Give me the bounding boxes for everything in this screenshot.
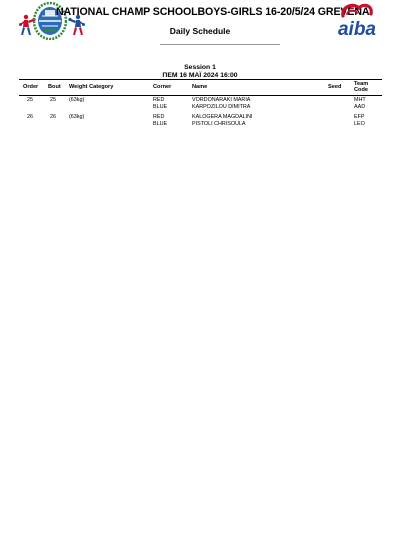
weight-cell: (63kg) (69, 97, 85, 103)
weight-cell: (63kg) (69, 114, 85, 120)
blue-corner-cell: BLUE (153, 104, 168, 110)
red-corner-cell: RED (153, 114, 165, 120)
header (0, 0, 400, 46)
col-seed: Seed (328, 84, 342, 90)
col-order: Order (23, 84, 39, 90)
blue-corner-cell: BLUE (153, 121, 168, 127)
col-name: Name (192, 84, 208, 90)
blue-team-code: LEO (354, 121, 365, 127)
red-boxer-name: KALOGERA MAGDALINI (192, 114, 253, 120)
table-header (19, 79, 382, 96)
session-heading (0, 64, 400, 80)
col-corner: Corner (153, 84, 172, 90)
order-cell: 25 (27, 97, 33, 103)
red-boxer-name: VORDONARAKI MARIA (192, 97, 251, 103)
col-weight-category: Weight Category (69, 84, 114, 90)
bout-cell: 25 (50, 97, 56, 103)
blue-boxer-name: PISTOLI CHRISOULA (192, 121, 246, 127)
red-corner-cell: RED (153, 97, 165, 103)
page-title: NATIONAL CHAMP SCHOOLBOYS-GIRLS 16-20/5/24 GREVENA (56, 6, 370, 18)
bout-cell: 26 (50, 114, 56, 120)
red-team-code: MHT (354, 97, 366, 103)
session-label: Session 1 (184, 64, 216, 71)
session-datetime: ΠΕΜ 16 ΜΑΪ 2024 16:00 (162, 72, 238, 79)
red-team-code: EFP (354, 114, 365, 120)
blue-boxer-name: KARPOZILOU DIMITRA (192, 104, 251, 110)
order-cell: 26 (27, 114, 33, 120)
aiba-logo (333, 2, 381, 38)
aiba-logo-text: aiba (337, 19, 377, 38)
header-divider (160, 44, 280, 45)
page-subtitle: Daily Schedule (169, 26, 231, 36)
col-bout: Bout (48, 84, 61, 90)
col-team-code-line1: Team (354, 81, 369, 87)
col-team-code-line2: Code (354, 87, 368, 93)
blue-team-code: AAD (354, 104, 366, 110)
